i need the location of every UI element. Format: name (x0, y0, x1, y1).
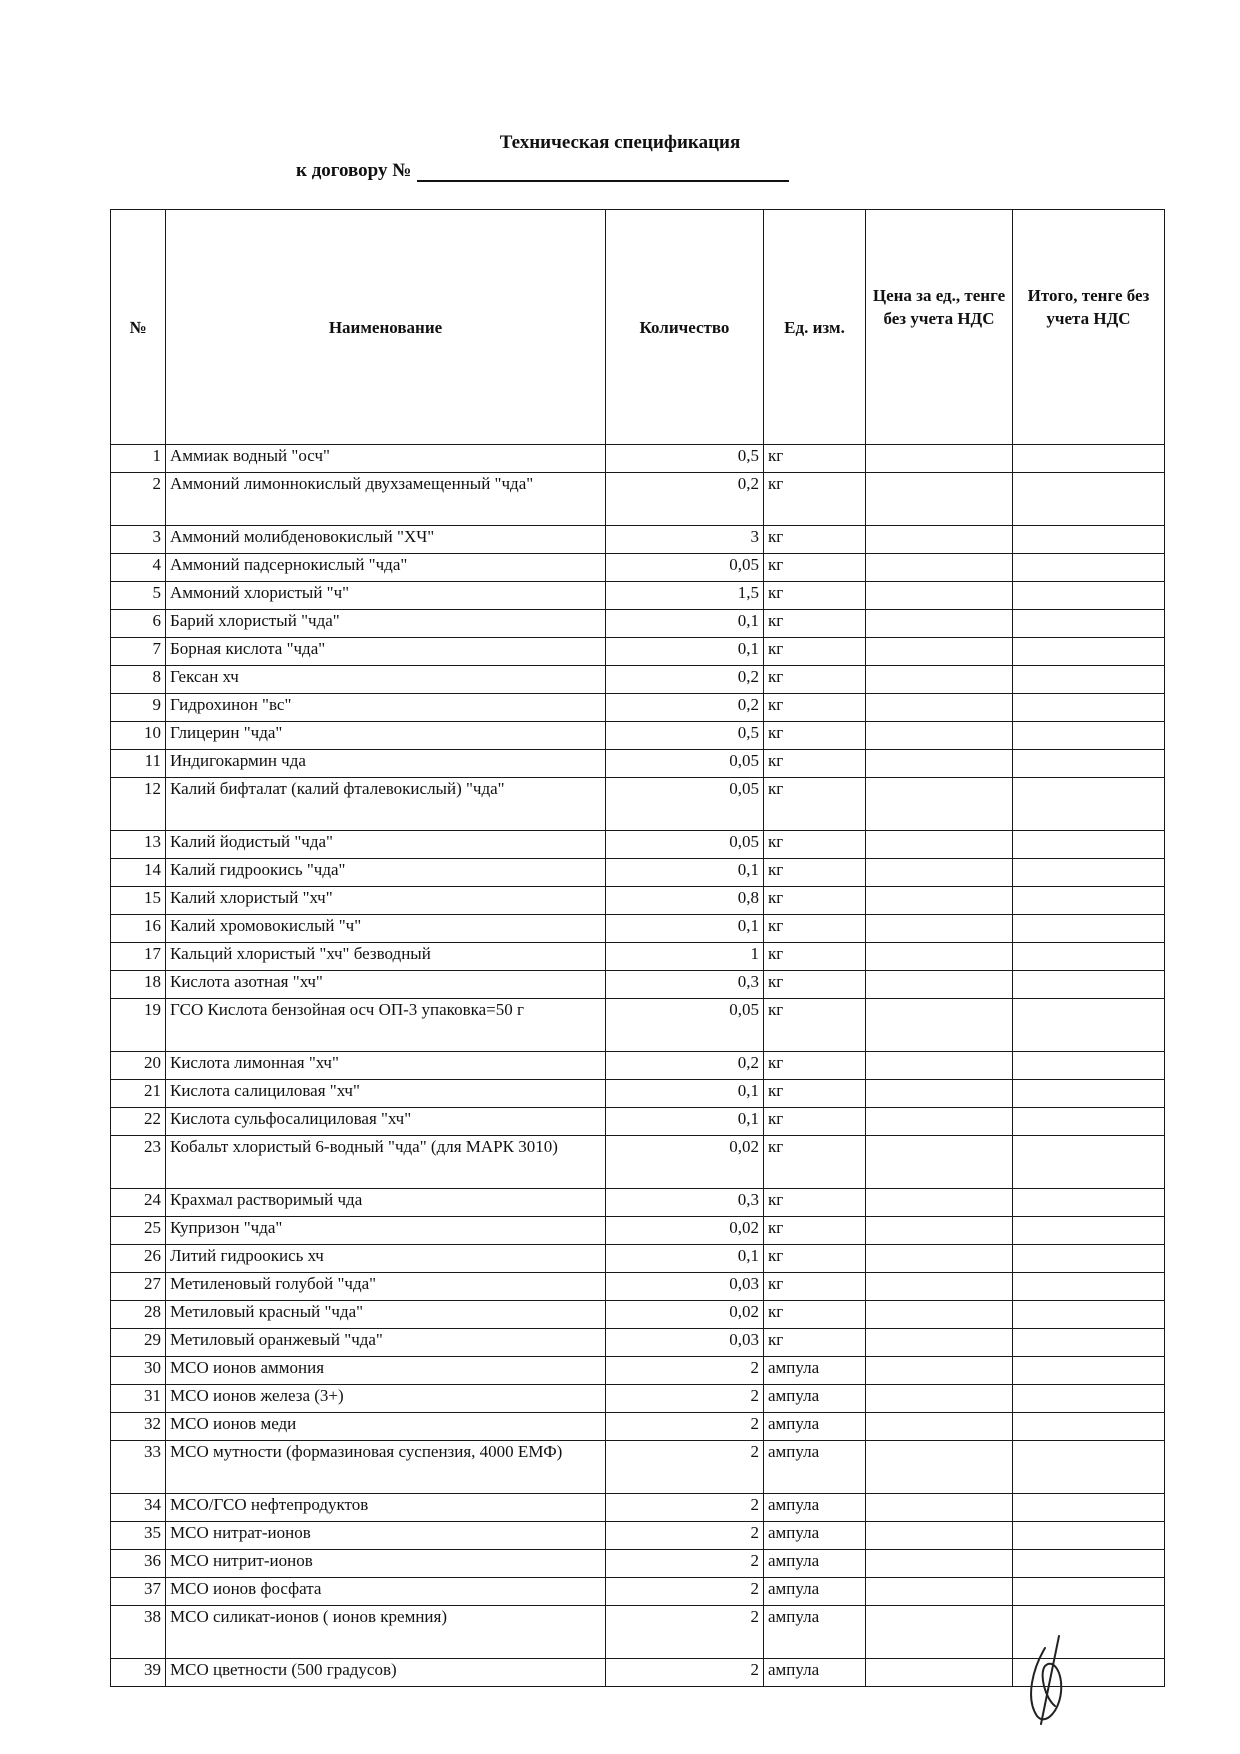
row-unit: кг (764, 831, 866, 859)
row-total (1013, 1413, 1165, 1441)
row-quantity: 2 (606, 1441, 764, 1494)
contract-reference (296, 160, 789, 182)
table-row (111, 1494, 1165, 1522)
row-total (1013, 666, 1165, 694)
row-name: Метиленовый голубой "чда" (166, 1273, 606, 1301)
row-unit: кг (764, 1245, 866, 1273)
row-price (866, 666, 1013, 694)
row-quantity: 2 (606, 1606, 764, 1659)
row-price (866, 1357, 1013, 1385)
row-price (866, 1108, 1013, 1136)
row-quantity: 0,1 (606, 1108, 764, 1136)
row-unit: ампула (764, 1357, 866, 1385)
row-quantity: 0,1 (606, 1245, 764, 1273)
row-name: Калий бифталат (калий фталевокислый) "чда" (166, 778, 606, 831)
row-unit: кг (764, 1301, 866, 1329)
table-row (111, 859, 1165, 887)
row-price (866, 971, 1013, 999)
row-quantity: 0,05 (606, 750, 764, 778)
row-unit: кг (764, 943, 866, 971)
row-total (1013, 915, 1165, 943)
row-name: Кислота азотная "хч" (166, 971, 606, 999)
row-total (1013, 1494, 1165, 1522)
row-price (866, 526, 1013, 554)
row-unit: ампула (764, 1550, 866, 1578)
row-name: МСО ионов меди (166, 1413, 606, 1441)
row-quantity: 0,1 (606, 638, 764, 666)
table-row (111, 1357, 1165, 1385)
row-price (866, 1080, 1013, 1108)
row-name: Кислота сульфосалициловая "хч" (166, 1108, 606, 1136)
table-row (111, 694, 1165, 722)
row-total (1013, 1301, 1165, 1329)
row-number: 38 (111, 1606, 166, 1659)
row-total (1013, 1080, 1165, 1108)
row-name: Кислота салициловая "хч" (166, 1080, 606, 1108)
table-body (111, 445, 1165, 1687)
table-row (111, 473, 1165, 526)
row-total (1013, 750, 1165, 778)
row-price (866, 638, 1013, 666)
row-quantity: 1,5 (606, 582, 764, 610)
table-row (111, 1301, 1165, 1329)
table-row (111, 778, 1165, 831)
row-number: 29 (111, 1329, 166, 1357)
row-unit: кг (764, 887, 866, 915)
row-price (866, 778, 1013, 831)
row-quantity: 1 (606, 943, 764, 971)
header-name: Наименование (166, 210, 606, 445)
row-number: 14 (111, 859, 166, 887)
row-unit: кг (764, 666, 866, 694)
row-unit: кг (764, 750, 866, 778)
row-number: 16 (111, 915, 166, 943)
row-number: 17 (111, 943, 166, 971)
row-name: Крахмал растворимый чда (166, 1189, 606, 1217)
table-row (111, 582, 1165, 610)
row-price (866, 887, 1013, 915)
row-unit: ампула (764, 1606, 866, 1659)
contract-number-blank (417, 160, 789, 182)
row-price (866, 1329, 1013, 1357)
row-name: Аммоний падсернокислый "чда" (166, 554, 606, 582)
table-header-row (111, 210, 1165, 445)
row-total (1013, 610, 1165, 638)
row-price (866, 831, 1013, 859)
row-quantity: 0,02 (606, 1136, 764, 1189)
row-price (866, 1301, 1013, 1329)
row-price (866, 1385, 1013, 1413)
row-total (1013, 999, 1165, 1052)
row-unit: кг (764, 445, 866, 473)
table-row (111, 666, 1165, 694)
row-total (1013, 582, 1165, 610)
document-title (0, 132, 1240, 154)
table-row (111, 1189, 1165, 1217)
table-row (111, 750, 1165, 778)
table-row (111, 1217, 1165, 1245)
table-row (111, 1550, 1165, 1578)
row-quantity: 3 (606, 526, 764, 554)
row-number: 33 (111, 1441, 166, 1494)
row-name: МСО/ГСО нефтепродуктов (166, 1494, 606, 1522)
row-number: 35 (111, 1522, 166, 1550)
row-total (1013, 1273, 1165, 1301)
row-price (866, 1413, 1013, 1441)
row-name: Аммоний хлористый "ч" (166, 582, 606, 610)
table-row (111, 943, 1165, 971)
row-number: 12 (111, 778, 166, 831)
row-total (1013, 694, 1165, 722)
row-unit: кг (764, 554, 866, 582)
row-total (1013, 1578, 1165, 1606)
row-number: 10 (111, 722, 166, 750)
row-total (1013, 1052, 1165, 1080)
row-unit: кг (764, 1108, 866, 1136)
row-unit: кг (764, 859, 866, 887)
table-row (111, 1080, 1165, 1108)
table-row (111, 722, 1165, 750)
table-row (111, 1385, 1165, 1413)
row-unit: кг (764, 526, 866, 554)
row-number: 2 (111, 473, 166, 526)
row-name: Метиловый оранжевый "чда" (166, 1329, 606, 1357)
row-unit: кг (764, 473, 866, 526)
row-number: 30 (111, 1357, 166, 1385)
row-unit: кг (764, 722, 866, 750)
row-name: МСО цветности (500 градусов) (166, 1659, 606, 1687)
row-quantity: 2 (606, 1357, 764, 1385)
row-number: 25 (111, 1217, 166, 1245)
row-quantity: 0,8 (606, 887, 764, 915)
row-name: МСО нитрат-ионов (166, 1522, 606, 1550)
row-name: Калий йодистый "чда" (166, 831, 606, 859)
row-unit: ампула (764, 1494, 866, 1522)
header-price: Цена за ед., тенге без учета НДС (866, 210, 1013, 445)
row-number: 36 (111, 1550, 166, 1578)
row-quantity: 0,03 (606, 1273, 764, 1301)
row-unit: кг (764, 1329, 866, 1357)
row-price (866, 1550, 1013, 1578)
row-unit: ампула (764, 1385, 866, 1413)
row-number: 13 (111, 831, 166, 859)
row-total (1013, 526, 1165, 554)
row-number: 23 (111, 1136, 166, 1189)
row-number: 27 (111, 1273, 166, 1301)
row-number: 28 (111, 1301, 166, 1329)
row-total (1013, 445, 1165, 473)
row-name: Калий хромовокислый "ч" (166, 915, 606, 943)
row-quantity: 0,1 (606, 859, 764, 887)
row-number: 15 (111, 887, 166, 915)
row-price (866, 445, 1013, 473)
row-number: 31 (111, 1385, 166, 1413)
row-number: 9 (111, 694, 166, 722)
row-price (866, 554, 1013, 582)
row-name: Калий хлористый "хч" (166, 887, 606, 915)
row-quantity: 0,1 (606, 915, 764, 943)
row-unit: кг (764, 582, 866, 610)
row-total (1013, 1522, 1165, 1550)
row-unit: кг (764, 610, 866, 638)
row-name: Аммоний лимоннокислый двухзамещенный "чда" (166, 473, 606, 526)
row-total (1013, 722, 1165, 750)
row-unit: кг (764, 1273, 866, 1301)
row-number: 6 (111, 610, 166, 638)
row-total (1013, 1441, 1165, 1494)
table-row (111, 999, 1165, 1052)
row-unit: кг (764, 1136, 866, 1189)
row-unit: кг (764, 1052, 866, 1080)
row-quantity: 0,2 (606, 666, 764, 694)
row-price (866, 473, 1013, 526)
table-row (111, 887, 1165, 915)
row-number: 3 (111, 526, 166, 554)
title-text: Техническая спецификация (499, 132, 741, 153)
row-price (866, 694, 1013, 722)
row-price (866, 722, 1013, 750)
row-number: 4 (111, 554, 166, 582)
row-number: 37 (111, 1578, 166, 1606)
row-number: 5 (111, 582, 166, 610)
signature-mark (1015, 1628, 1085, 1728)
row-number: 19 (111, 999, 166, 1052)
table-row (111, 526, 1165, 554)
row-quantity: 0,3 (606, 971, 764, 999)
row-quantity: 0,2 (606, 473, 764, 526)
table-row (111, 1245, 1165, 1273)
row-price (866, 943, 1013, 971)
row-unit: кг (764, 778, 866, 831)
row-quantity: 0,05 (606, 999, 764, 1052)
row-number: 8 (111, 666, 166, 694)
table-row (111, 1441, 1165, 1494)
row-unit: кг (764, 694, 866, 722)
table-row (111, 1606, 1165, 1659)
row-price (866, 1217, 1013, 1245)
table-row (111, 445, 1165, 473)
row-price (866, 1136, 1013, 1189)
row-name: МСО мутности (формазиновая суспензия, 4000 ЕМФ) (166, 1441, 606, 1494)
row-total (1013, 1329, 1165, 1357)
row-unit: ампула (764, 1413, 866, 1441)
row-number: 20 (111, 1052, 166, 1080)
table-row (111, 971, 1165, 999)
row-quantity: 0,02 (606, 1217, 764, 1245)
row-name: Аммоний молибденовокислый "ХЧ" (166, 526, 606, 554)
row-unit: кг (764, 1217, 866, 1245)
row-quantity: 2 (606, 1522, 764, 1550)
row-total (1013, 1550, 1165, 1578)
row-price (866, 1052, 1013, 1080)
row-quantity: 2 (606, 1659, 764, 1687)
row-quantity: 0,05 (606, 554, 764, 582)
row-name: Калий гидроокись "чда" (166, 859, 606, 887)
row-number: 22 (111, 1108, 166, 1136)
header-unit: Ед. изм. (764, 210, 866, 445)
row-total (1013, 473, 1165, 526)
row-total (1013, 1357, 1165, 1385)
table-row (111, 1659, 1165, 1687)
row-quantity: 2 (606, 1494, 764, 1522)
row-total (1013, 943, 1165, 971)
table-row (111, 1136, 1165, 1189)
row-number: 24 (111, 1189, 166, 1217)
row-number: 7 (111, 638, 166, 666)
row-price (866, 999, 1013, 1052)
row-total (1013, 554, 1165, 582)
row-price (866, 1189, 1013, 1217)
row-name: Купризон "чда" (166, 1217, 606, 1245)
row-total (1013, 1108, 1165, 1136)
row-name: МСО ионов железа (3+) (166, 1385, 606, 1413)
row-name: Гексан хч (166, 666, 606, 694)
row-total (1013, 1385, 1165, 1413)
row-name: Борная кислота "чда" (166, 638, 606, 666)
row-name: Индигокармин чда (166, 750, 606, 778)
row-total (1013, 1217, 1165, 1245)
row-unit: кг (764, 915, 866, 943)
table-row (111, 1052, 1165, 1080)
row-name: МСО ионов аммония (166, 1357, 606, 1385)
row-unit: ампула (764, 1522, 866, 1550)
row-unit: кг (764, 638, 866, 666)
table-row (111, 1578, 1165, 1606)
row-total (1013, 1245, 1165, 1273)
row-total (1013, 1136, 1165, 1189)
row-number: 39 (111, 1659, 166, 1687)
row-name: МСО ионов фосфата (166, 1578, 606, 1606)
row-unit: ампула (764, 1578, 866, 1606)
row-quantity: 0,3 (606, 1189, 764, 1217)
row-total (1013, 831, 1165, 859)
row-quantity: 2 (606, 1413, 764, 1441)
row-unit: кг (764, 971, 866, 999)
row-quantity: 0,1 (606, 1080, 764, 1108)
row-quantity: 2 (606, 1385, 764, 1413)
row-number: 18 (111, 971, 166, 999)
header-total: Итого, тенге без учета НДС (1013, 210, 1165, 445)
table-row (111, 1273, 1165, 1301)
row-total (1013, 638, 1165, 666)
row-total (1013, 971, 1165, 999)
row-total (1013, 887, 1165, 915)
row-name: Кислота лимонная "хч" (166, 1052, 606, 1080)
table-row (111, 1108, 1165, 1136)
row-price (866, 1273, 1013, 1301)
header-no: № (111, 210, 166, 445)
row-price (866, 1494, 1013, 1522)
row-unit: кг (764, 1080, 866, 1108)
row-name: Гидрохинон "вс" (166, 694, 606, 722)
row-number: 26 (111, 1245, 166, 1273)
table-row (111, 554, 1165, 582)
row-quantity: 0,05 (606, 831, 764, 859)
table-row (111, 610, 1165, 638)
row-name: ГСО Кислота бензойная осч ОП-3 упаковка=50 г (166, 999, 606, 1052)
row-price (866, 1441, 1013, 1494)
row-quantity: 0,2 (606, 694, 764, 722)
row-total (1013, 1189, 1165, 1217)
row-name: Литий гидроокись хч (166, 1245, 606, 1273)
row-name: Глицерин "чда" (166, 722, 606, 750)
row-quantity: 0,03 (606, 1329, 764, 1357)
table-row (111, 915, 1165, 943)
row-name: Кальций хлористый "хч" безводный (166, 943, 606, 971)
row-unit: кг (764, 1189, 866, 1217)
row-name: Метиловый красный "чда" (166, 1301, 606, 1329)
row-price (866, 750, 1013, 778)
row-price (866, 582, 1013, 610)
table-row (111, 638, 1165, 666)
row-number: 1 (111, 445, 166, 473)
row-name: Барий хлористый "чда" (166, 610, 606, 638)
row-price (866, 1245, 1013, 1273)
row-number: 34 (111, 1494, 166, 1522)
row-name: МСО силикат-ионов ( ионов кремния) (166, 1606, 606, 1659)
row-number: 21 (111, 1080, 166, 1108)
row-quantity: 2 (606, 1550, 764, 1578)
row-unit: кг (764, 999, 866, 1052)
contract-label: к договору № (296, 160, 412, 181)
row-price (866, 1578, 1013, 1606)
row-quantity: 0,5 (606, 722, 764, 750)
row-number: 32 (111, 1413, 166, 1441)
row-price (866, 1522, 1013, 1550)
table-row (111, 1522, 1165, 1550)
table-row (111, 831, 1165, 859)
row-price (866, 915, 1013, 943)
row-price (866, 1659, 1013, 1687)
row-quantity: 0,05 (606, 778, 764, 831)
row-total (1013, 778, 1165, 831)
row-quantity: 0,1 (606, 610, 764, 638)
row-number: 11 (111, 750, 166, 778)
row-quantity: 2 (606, 1578, 764, 1606)
row-price (866, 859, 1013, 887)
row-quantity: 0,5 (606, 445, 764, 473)
row-name: Аммиак водный "осч" (166, 445, 606, 473)
table-row (111, 1413, 1165, 1441)
header-qty: Количество (606, 210, 764, 445)
row-price (866, 1606, 1013, 1659)
row-quantity: 0,2 (606, 1052, 764, 1080)
row-unit: ампула (764, 1659, 866, 1687)
row-unit: ампула (764, 1441, 866, 1494)
row-quantity: 0,02 (606, 1301, 764, 1329)
row-name: Кобальт хлористый 6-водный "чда" (для МАРК 3010) (166, 1136, 606, 1189)
table-row (111, 1329, 1165, 1357)
row-price (866, 610, 1013, 638)
row-name: МСО нитрит-ионов (166, 1550, 606, 1578)
specification-table (110, 209, 1165, 1687)
row-total (1013, 859, 1165, 887)
